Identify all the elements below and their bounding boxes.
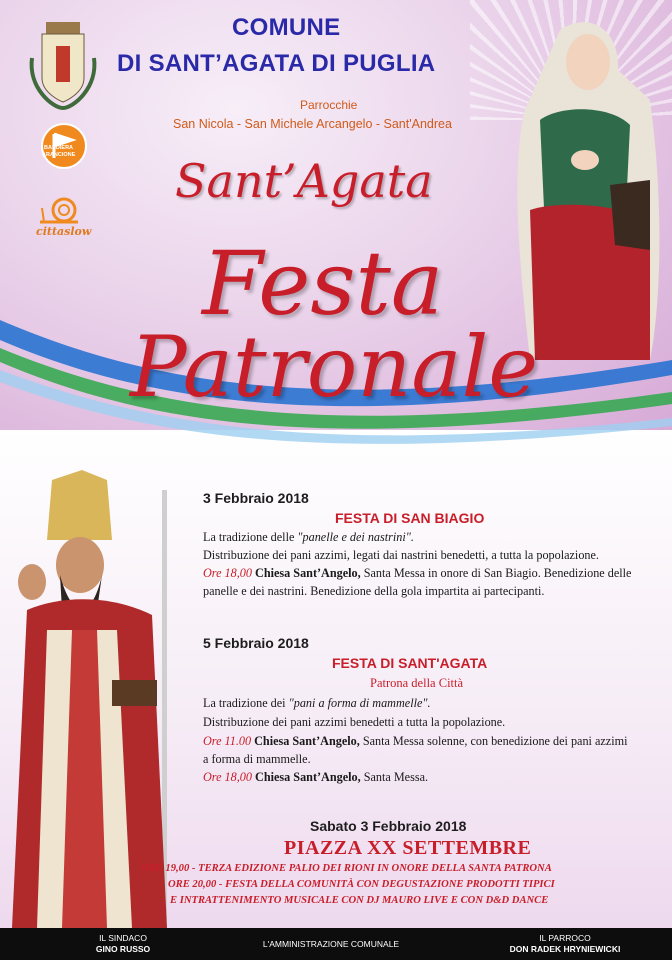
event3-date: Sabato 3 Febbraio 2018 xyxy=(310,818,467,834)
event1-name: FESTA DI SAN BIAGIO xyxy=(335,510,485,526)
footer-bar xyxy=(0,928,672,960)
title-santagata: Sant’Agata xyxy=(175,154,433,208)
parrocchie-names: San Nicola - San Michele Arcangelo - Sant'Andrea xyxy=(173,117,452,131)
sindaco-role: IL SINDACO xyxy=(99,933,147,943)
event2-line1: La tradizione dei "pani a forma di mammelle". xyxy=(203,696,431,710)
event1-line1: La tradizione delle "panelle e dei nastrini". xyxy=(203,530,414,544)
title-patronale: Patronale xyxy=(130,318,539,416)
event1-line2: Distribuzione dei pani azzimi, legati dai nastrini benedetti, a tutta la popolazione. xyxy=(203,548,599,562)
parroco-role: IL PARROCO xyxy=(539,933,591,943)
parrocchie-label: Parrocchie xyxy=(300,98,358,112)
comune-line1: COMUNE xyxy=(232,14,341,41)
event2-name: FESTA DI SANT'AGATA xyxy=(332,655,488,671)
comune-line2: DI SANT’AGATA DI PUGLIA xyxy=(117,50,436,77)
cittaslow-label: cittaslow xyxy=(36,225,92,238)
sant-agata-statue-icon xyxy=(500,10,670,360)
parroco-name: DON RADEK HRYNIEWICKI xyxy=(509,944,621,954)
event3-line3: E INTRATTENIMENTO MUSICALE CON DJ MAURO LIVE E CON D&D DANCE xyxy=(170,895,549,906)
bandiera-label-1: BANDIERA xyxy=(44,145,74,151)
event2-line3: Ore 11.00 Chiesa Sant’Angelo, Santa Messa solenne, con benedizione dei pani azzimi xyxy=(203,734,628,748)
footer-parroco xyxy=(470,933,660,955)
title-festa: Festa xyxy=(202,232,444,335)
event2-subtitle: Patrona della Città xyxy=(370,676,464,690)
coat-of-arms-icon xyxy=(28,18,98,110)
event2-line4: a forma di mammelle. xyxy=(203,752,311,766)
event2-line2: Distribuzione dei pani azzimi benedetti a tutta la popolazione. xyxy=(203,715,506,729)
footer-amministrazione: L'AMMINISTRAZIONE COMUNALE xyxy=(262,939,400,949)
event1-line4: panelle e dei nastrini. Benedizione della gola impartita ai partecipanti. xyxy=(203,584,545,598)
event1-line3: Ore 18,00 Chiesa Sant’Angelo, Santa Messa in onore di San Biagio. Benedizione delle xyxy=(203,566,632,580)
bandiera-label-2: ARANCIONE xyxy=(42,152,76,158)
cittaslow-snail-icon xyxy=(38,194,84,224)
footer-sindaco xyxy=(78,933,168,955)
san-biagio-statue-icon xyxy=(2,470,187,928)
event3-line2: ORE 20,00 - FESTA DELLA COMUNITÀ CON DEGUSTAZIONE PRODOTTI TIPICI xyxy=(168,879,555,890)
event1-date: 3 Febbraio 2018 xyxy=(203,490,309,506)
event2-line5: Ore 18,00 Chiesa Sant’Angelo, Santa Messa. xyxy=(203,770,429,784)
sindaco-name: GINO RUSSO xyxy=(95,944,151,954)
event3-line1: ORE 19,00 - TERZA EDIZIONE PALIO DEI RIONI IN ONORE DELLA SANTA PATRONA xyxy=(141,863,552,874)
event2-date: 5 Febbraio 2018 xyxy=(203,635,309,651)
event3-place: PIAZZA XX SETTEMBRE xyxy=(284,837,532,859)
